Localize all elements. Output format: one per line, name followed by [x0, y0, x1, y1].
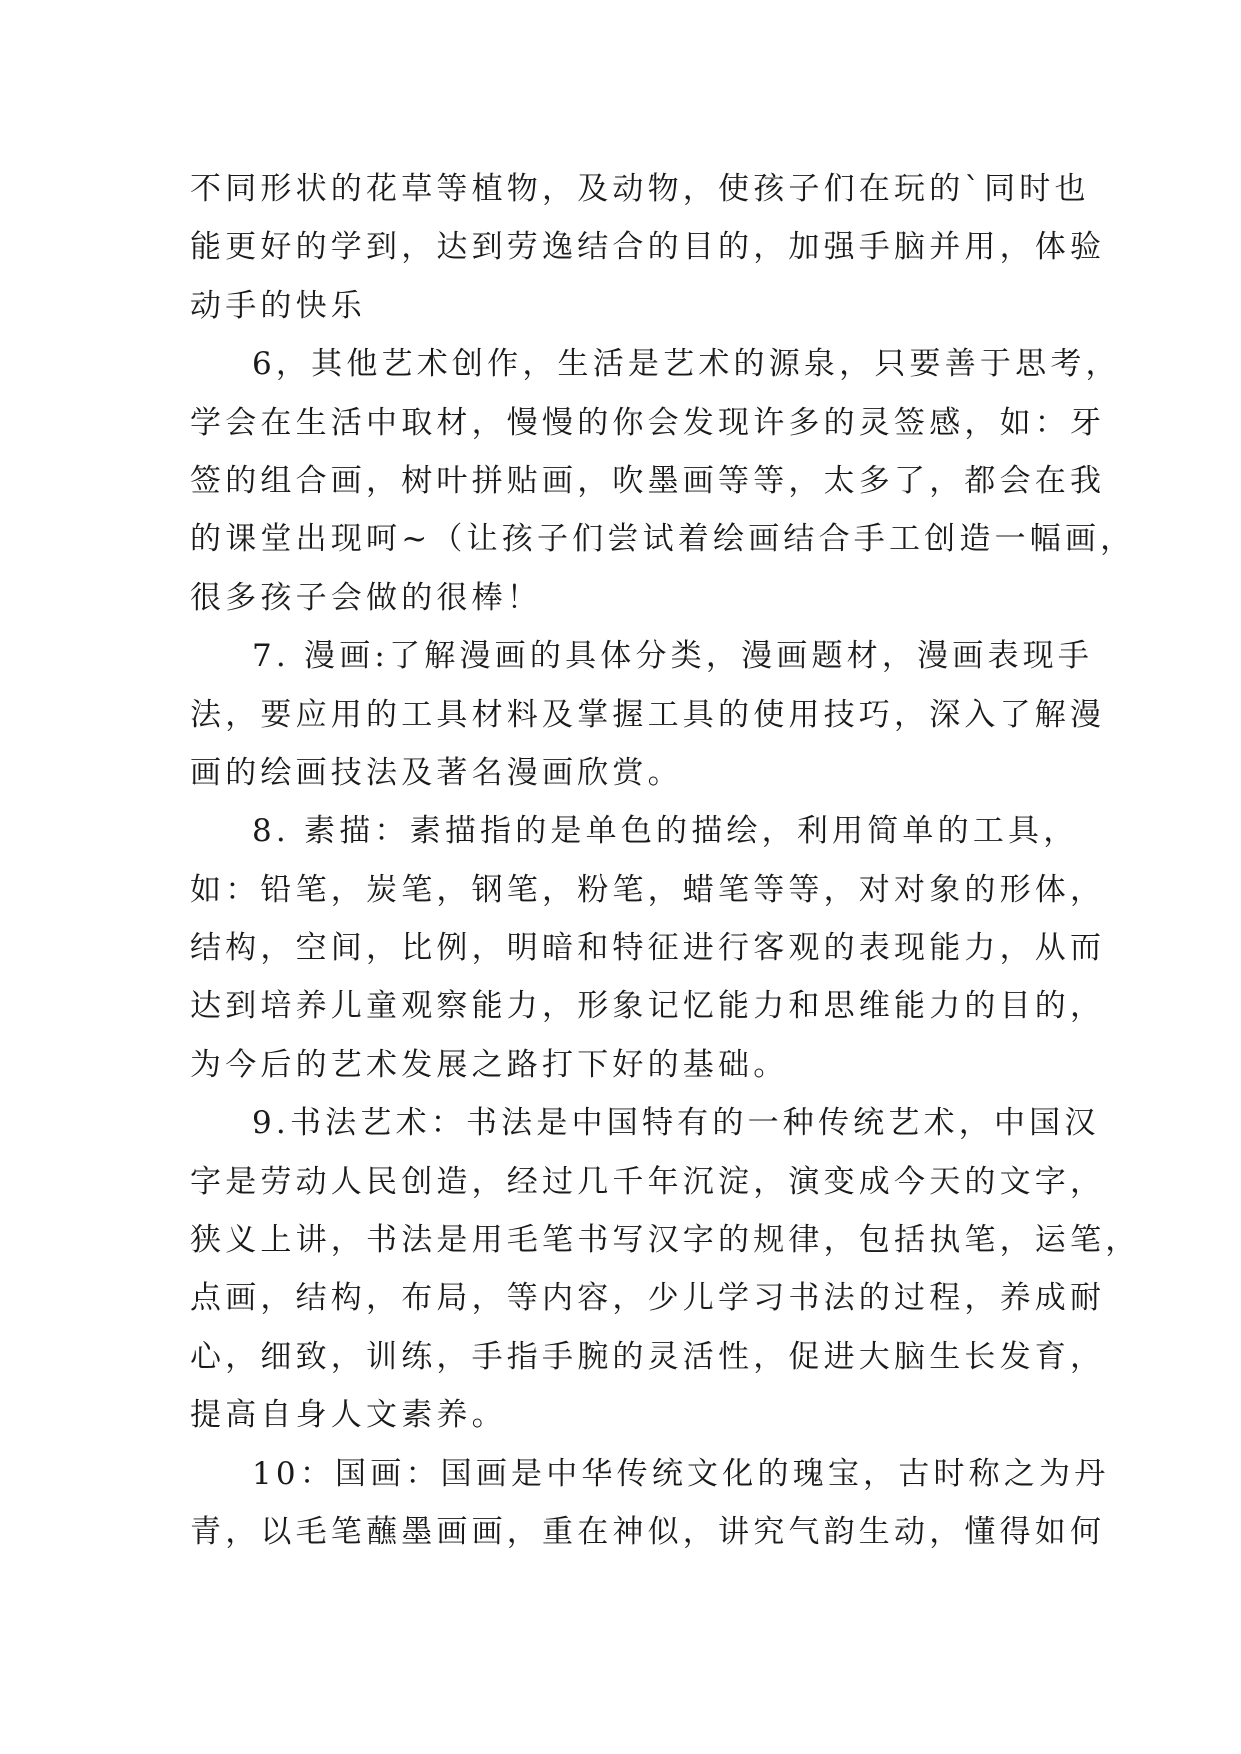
text-line: 如：铅笔，炭笔，钢笔，粉笔，蜡笔等等，对对象的形体，	[190, 871, 1106, 908]
text-line: 动手的快乐	[190, 287, 366, 324]
text-line: 签的组合画，树叶拼贴画，吹墨画等等，太多了，都会在我	[190, 462, 1106, 499]
text-line: 青，以毛笔蘸墨画画，重在神似，讲究气韵生动，懂得如何	[190, 1513, 1106, 1550]
text-line: 法，要应用的工具材料及掌握工具的使用技巧，深入了解漫	[190, 696, 1106, 733]
text-line: 结构，空间，比例，明暗和特征进行客观的表现能力，从而	[190, 930, 1106, 967]
text-line: 的课堂出现呵~（让孩子们尝试着绘画结合手工创造一幅画，	[190, 521, 1136, 558]
text-line: 能更好的学到，达到劳逸结合的目的，加强手脑并用，体验	[190, 229, 1106, 266]
paragraph-8-start: 8. 素描：素描指的是单色的描绘，利用简单的工具，	[252, 813, 1079, 850]
paragraph-7-start: 7. 漫画:了解漫画的具体分类，漫画题材，漫画表现手	[252, 638, 1094, 675]
text-line: 字是劳动人民创造，经过几千年沉淀，演变成今天的文字，	[190, 1163, 1106, 1200]
text-line: 画的绘画技法及著名漫画欣赏。	[190, 754, 683, 791]
text-line: 狭义上讲，书法是用毛笔书写汉字的规律，包括执笔，运笔，	[190, 1222, 1141, 1259]
text-line: 不同形状的花草等植物，及动物，使孩子们在玩的`同时也	[190, 171, 1090, 207]
text-line: 心，细致，训练，手指手腕的灵活性，促进大脑生长发育，	[190, 1338, 1106, 1375]
text-line: 很多孩子会做的很棒！	[190, 579, 542, 616]
text-line: 为今后的艺术发展之路打下好的基础。	[190, 1046, 789, 1083]
text-line: 达到培养儿童观察能力，形象记忆能力和思维能力的目的，	[190, 988, 1106, 1025]
text-line: 点画，结构，布局，等内容，少儿学习书法的过程，养成耐	[190, 1280, 1106, 1317]
paragraph-10-start: 10：国画：国画是中华传统文化的瑰宝，古时称之为丹	[252, 1455, 1110, 1492]
paragraph-6-start: 6，其他艺术创作，生活是艺术的源泉，只要善于思考，	[252, 346, 1121, 383]
text-line: 学会在生活中取材，慢慢的你会发现许多的灵签感，如：牙	[190, 404, 1106, 441]
text-line: 提高自身人文素养。	[190, 1397, 507, 1434]
document-body	[190, 160, 1141, 1561]
paragraph-9-start: 9.书法艺术：书法是中国特有的一种传统艺术，中国汉	[252, 1105, 1100, 1142]
